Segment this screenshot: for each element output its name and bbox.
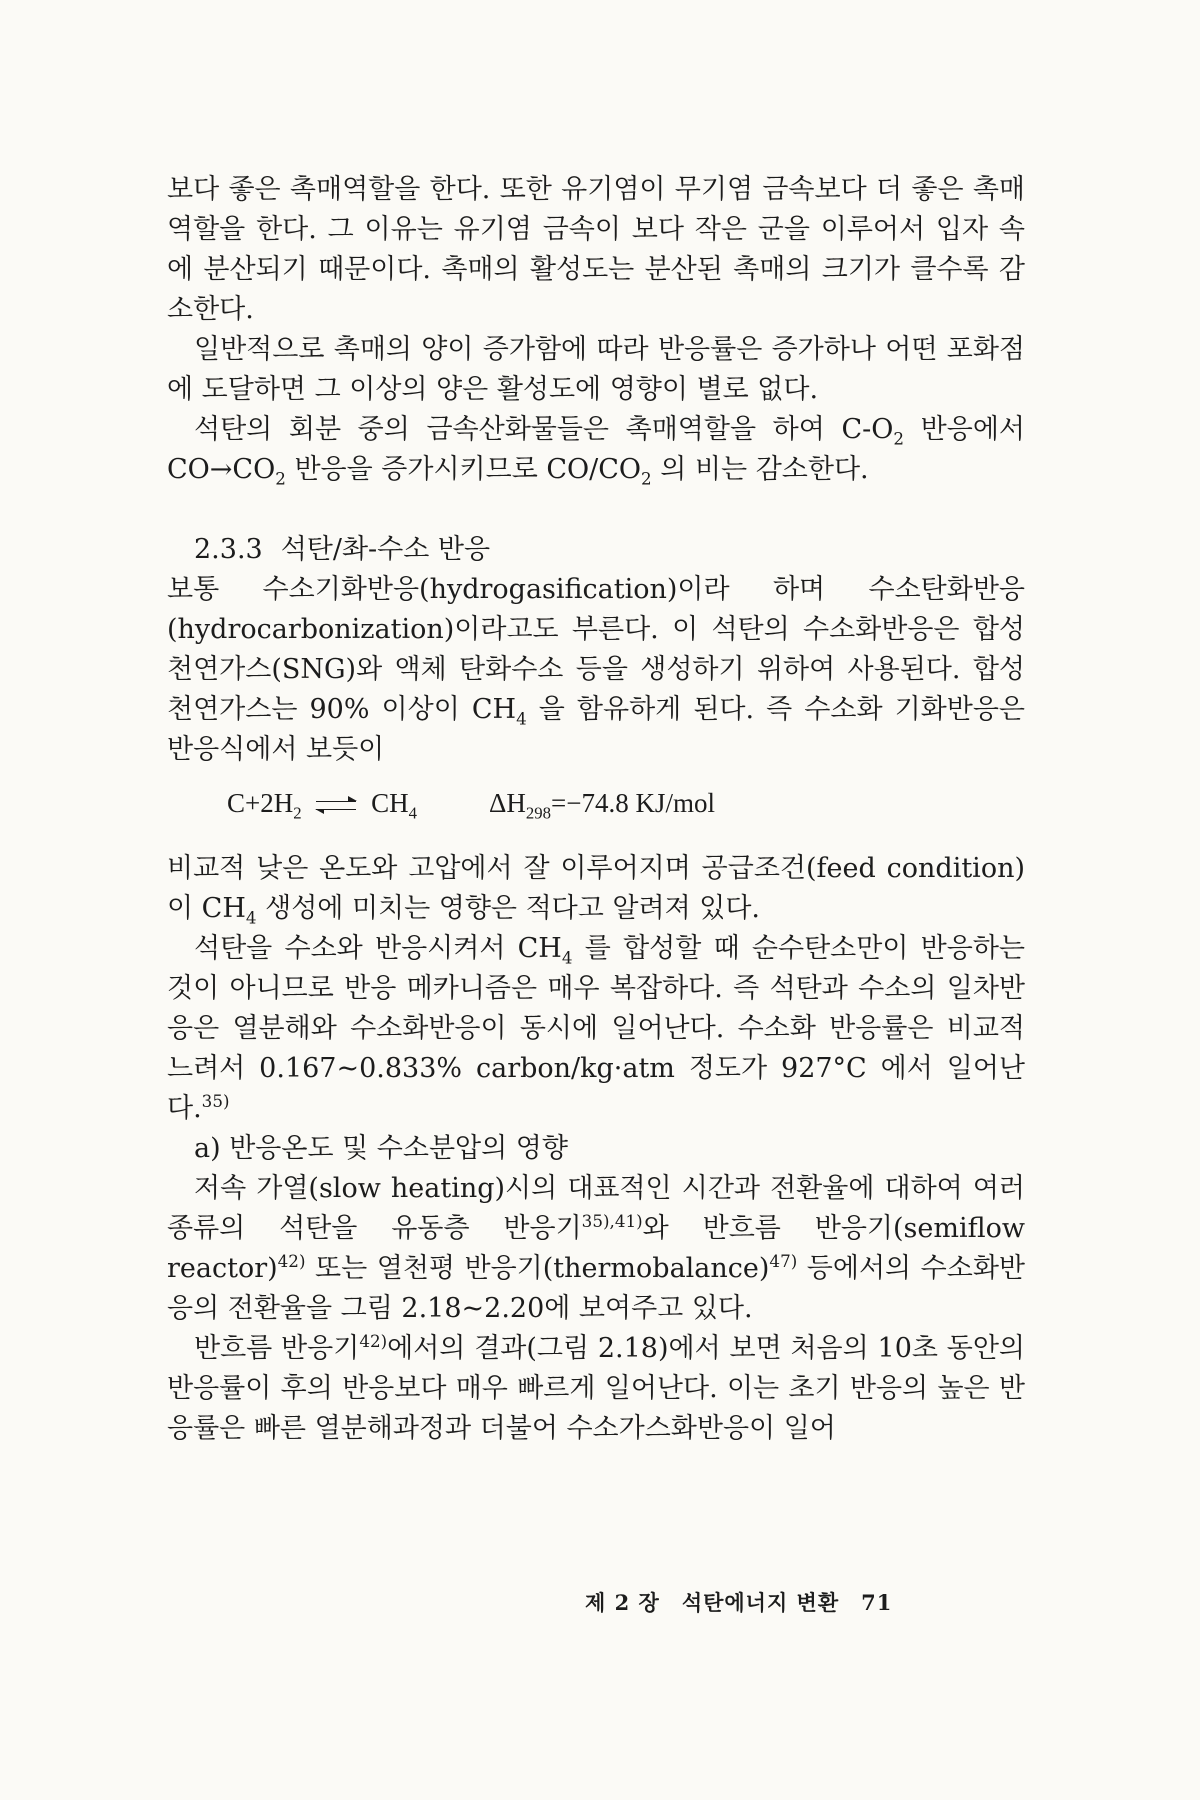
page-number: 71 — [861, 1590, 893, 1615]
paragraph — [167, 330, 1025, 410]
citation: 35),41) — [581, 1211, 643, 1231]
subsection-heading — [167, 1129, 1025, 1169]
paragraph-text: 의 비는 감소한다. — [651, 454, 869, 485]
paragraph — [167, 929, 1025, 1129]
paragraph — [167, 170, 1025, 330]
paragraph-text: 와 반흐름 반응기(semiflow reactor) — [167, 1213, 1025, 1284]
subscript: 4 — [408, 803, 417, 823]
subscript: 4 — [516, 708, 527, 729]
subscript: 2 — [275, 468, 286, 489]
equation-reactants: C+2H — [227, 788, 294, 818]
subscript: 2 — [641, 468, 652, 489]
paragraph-text: 또는 열천평 반응기(thermobalance) — [305, 1253, 770, 1284]
paragraph-text: 석탄의 회분 중의 금속산화물들은 촉매역할을 하여 C-O — [194, 414, 894, 445]
paragraph-text: 반흐름 반응기 — [194, 1333, 360, 1364]
paragraph-text: 을 함유하게 된다. 즉 수소화 기화반응은 반응식에서 보듯이 — [167, 694, 1025, 765]
subsection-title: a) 반응온도 및 수소분압의 영향 — [194, 1133, 568, 1164]
paragraph-text: 일반적으로 촉매의 양이 증가함에 따라 반응률은 증가하나 어떤 포화점에 도달하면 그 이상의 양은 활성도에 영향이 별로 없다. — [167, 334, 1025, 405]
citation: 35) — [201, 1091, 230, 1111]
enthalpy-symbol: ΔH — [489, 788, 526, 818]
section-heading — [167, 530, 1025, 570]
paragraph — [167, 1329, 1025, 1449]
paragraph-text: 석탄을 수소와 반응시켜서 CH — [194, 933, 562, 964]
subscript: 298 — [525, 803, 551, 823]
equation-product: CH — [371, 788, 409, 818]
chapter-label: 제 2 장 — [585, 1590, 660, 1615]
paragraph-text: 에서의 결과(그림 2.18)에서 보면 처음의 10초 동안의 반응률이 후의 반응보다 매우 빠르게 일어난다. 이는 초기 반응의 높은 반응률은 빠른 열분해과정과 더불어 수소가스화반응이 일어 — [167, 1333, 1026, 1444]
enthalpy-value: =−74.8 KJ/mol — [550, 788, 715, 818]
paragraph-text: 등에서의 수소화반응의 전환율을 그림 2.18~2.20에 보여주고 있다. — [167, 1253, 1025, 1324]
paragraph-text: 비교적 낮은 온도와 고압에서 잘 이루어지며 공급조건(feed condition) 이 CH — [167, 853, 1025, 924]
paragraph — [167, 410, 1025, 490]
section-number: 2.3.3 — [194, 534, 263, 565]
subscript: 4 — [561, 947, 573, 968]
subscript: 2 — [293, 803, 302, 823]
paragraph-text: 반응을 증가시키므로 CO/CO — [285, 454, 642, 485]
paragraph — [167, 570, 1025, 770]
section-title: 석탄/촤-수소 반응 — [280, 534, 491, 565]
reaction-equation — [167, 783, 1025, 823]
paragraph — [167, 849, 1025, 929]
page-footer — [585, 1587, 892, 1617]
paragraph — [167, 1169, 1025, 1329]
paragraph-text: 저속 가열(slow heating)시의 대표적인 시간과 전환율에 대하여 여러 종류의 석탄을 유동층 반응기 — [167, 1173, 1025, 1244]
paragraph-text: 보다 좋은 촉매역할을 한다. 또한 유기염이 무기염 금속보다 더 좋은 촉매역할을 한다. 그 이유는 유기염 금속이 보다 작은 군을 이루어서 입자 속에 분산되기 때문이다. 촉매의 활성도는 분산된 촉매의 크기가 클수록 감소한다. — [167, 174, 1025, 325]
citation: 42) — [359, 1331, 388, 1351]
citation: 47) — [769, 1251, 798, 1271]
chapter-title: 석탄에너지 변환 — [681, 1590, 840, 1615]
spacer — [167, 490, 1025, 530]
paragraph-text: 생성에 미치는 영향은 적다고 알려져 있다. — [256, 893, 761, 924]
subscript: 2 — [893, 428, 905, 449]
equilibrium-arrow-icon — [314, 798, 358, 814]
citation: 42) — [277, 1251, 306, 1271]
paragraph-text: 를 합성할 때 순수탄소만이 반응하는 것이 아니므로 반응 메카니즘은 매우 복잡하다. 즉 석탄과 수소의 일차반응은 열분해와 수소화반응이 동시에 일어난다. 수소화 반응률은 비교적 느려서 0.167~0.833% carbon/kg·atm 정도가 927°C 에서 일어난다. — [167, 933, 1025, 1124]
paragraph-text: 보통 수소기화반응(hydrogasification)이라 하며 수소탄화반응(hydrocarbonization)이라고도 부른다. 이 석탄의 수소화반응은 합성 천연가스(SNG)와 액체 탄화수소 등을 생성하기 위하여 사용된다. 합성 천연가스는 90% 이상이 CH — [167, 574, 1025, 725]
subscript: 4 — [245, 907, 257, 928]
body-text — [167, 170, 1025, 1449]
paragraph-text: 반응에서 CO→CO — [167, 414, 1025, 485]
